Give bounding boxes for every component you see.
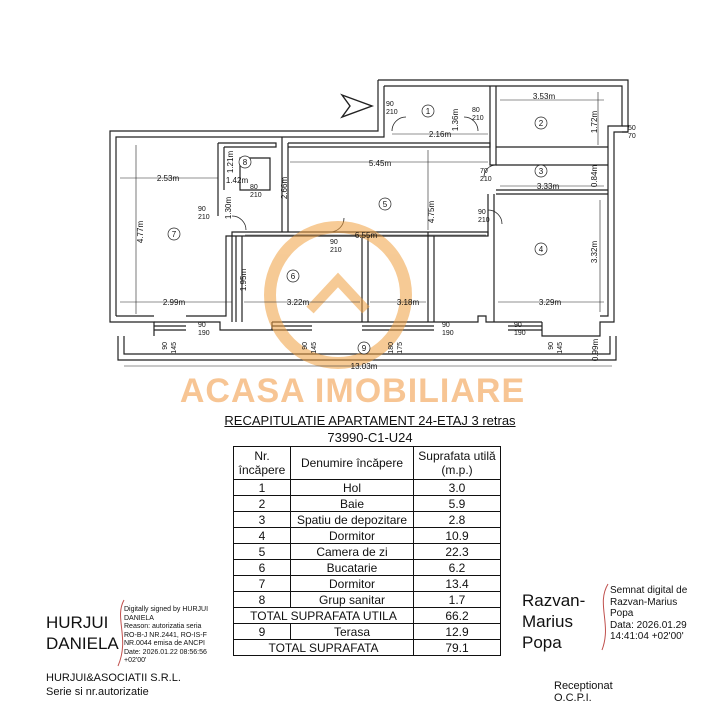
svg-text:5: 5 [382,200,388,209]
dim-1-95: 1.95m [239,268,248,292]
table-row [234,560,501,576]
row-area: 13.4 [414,576,501,592]
row-area: 1.7 [414,592,501,608]
signer-left-serie: Serie si nr.autorizatie [46,686,149,698]
header-area: Suprafata utilă (m.p.) [414,447,501,480]
svg-text:3: 3 [538,167,544,176]
dim-2-16: 2.16m [428,130,452,139]
header-name: Denumire încăpere [291,447,414,480]
dim-0-84: 0.84m [590,164,599,188]
row-nr: 8 [234,592,291,608]
recap-title: RECAPITULATIE APARTAMENT 24-ETAJ 3 retras [224,413,516,428]
row-name: Terasa [291,624,414,640]
svg-text:2: 2 [538,119,544,128]
room-marker-2 [535,117,547,129]
svg-text:210: 210 [386,109,398,116]
svg-text:210: 210 [198,214,210,221]
room-marker-1 [422,105,434,117]
total-label: TOTAL SUPRAFATA [234,640,414,656]
signer-right-name-line2: Marius [522,612,574,631]
table-row [234,544,501,560]
row-nr: 2 [234,496,291,512]
svg-text:90: 90 [330,239,338,246]
svg-text:90: 90 [442,322,450,329]
room-marker-4 [535,243,547,255]
dim-3-29: 3.29m [538,298,562,307]
svg-text:1: 1 [425,107,431,116]
dim-1-42: 1.42m [225,176,249,185]
table-row [234,592,501,608]
total-row [234,640,501,656]
svg-text:190: 190 [442,330,454,337]
room-marker-9 [358,342,370,354]
row-area: 10.9 [414,528,501,544]
table-row [234,576,501,592]
room-marker-5 [379,198,391,210]
dim-5-45: 5.45m [368,159,392,168]
total-util-label: TOTAL SUPRAFATA UTILA [234,608,414,624]
svg-text:145: 145 [171,342,178,354]
entrance-arrow-icon [342,95,372,117]
dim-3-33: 3.33m [536,182,560,191]
dim-2-99: 2.99m [162,298,186,307]
svg-text:145: 145 [311,342,318,354]
dim-3-53: 3.53m [532,92,556,101]
svg-text:6: 6 [290,272,296,281]
row-nr: 3 [234,512,291,528]
dim-4-77: 4.77m [136,220,145,244]
row-name: Baie [291,496,414,512]
row-name: Dormitor [291,576,414,592]
row-nr: 9 [234,624,291,640]
signer-right-digital-info: Semnat digital de Razvan-Marius Popa Data: 2026.01.29 14:41:04 +02'00' [610,585,688,642]
row-nr: 1 [234,480,291,496]
row-nr: 7 [234,576,291,592]
svg-text:210: 210 [478,217,490,224]
signer-left-name-line1: HURJUI [46,613,109,632]
svg-text:70: 70 [480,168,488,175]
svg-text:90: 90 [514,322,522,329]
row-area: 6.2 [414,560,501,576]
signer-right-name [522,590,585,653]
row-nr: 5 [234,544,291,560]
dim-3-32: 3.32m [590,240,599,264]
row-name: Grup sanitar [291,592,414,608]
svg-text:210: 210 [480,176,492,183]
row-name: Bucatarie [291,560,414,576]
total-util-row [234,608,501,624]
svg-text:8: 8 [242,158,248,167]
signer-left-firm: HURJUI&ASOCIATII S.R.L. [46,672,181,684]
svg-text:90: 90 [162,342,169,350]
dim-4-75: 4.75m [427,200,436,224]
svg-text:210: 210 [250,192,262,199]
svg-text:50: 50 [628,125,636,132]
row-nr: 6 [234,560,291,576]
ocpi-label: O.C.P.I. [554,692,592,704]
svg-text:90: 90 [198,322,206,329]
svg-text:90: 90 [198,206,206,213]
row-area: 5.9 [414,496,501,512]
svg-text:90: 90 [386,101,394,108]
dim-1-72: 1.72m [590,110,599,134]
row-name: Dormitor [291,528,414,544]
svg-text:190: 190 [198,330,210,337]
table-header-row [234,447,501,480]
dim-1-36: 1.36m [451,108,460,132]
svg-text:180: 180 [388,342,395,354]
receptionat-label: Receptionat [554,680,613,692]
room-marker-3 [535,165,547,177]
svg-text:210: 210 [330,247,342,254]
row-area: 12.9 [414,624,501,640]
signer-left-name-line2: DANIELA [46,634,119,653]
signer-left-name [46,612,119,654]
svg-text:190: 190 [514,330,526,337]
row-name: Camera de zi [291,544,414,560]
total-value: 79.1 [414,640,501,656]
svg-text:7: 7 [171,230,177,239]
svg-text:9: 9 [361,344,367,353]
svg-text:90: 90 [478,209,486,216]
dim-2-53: 2.53m [156,174,180,183]
svg-text:90: 90 [548,342,555,350]
room-marker-7 [168,228,180,240]
row-area: 3.0 [414,480,501,496]
signer-right-name-line3: Popa [522,633,562,652]
dim-0-99: 0.99m [591,338,600,362]
svg-text:145: 145 [557,342,564,354]
svg-text:80: 80 [250,184,258,191]
table-row [234,480,501,496]
svg-text:80: 80 [472,107,480,114]
svg-text:4: 4 [538,245,544,254]
dim-1-30: 1.30m [224,196,233,220]
total-util-value: 66.2 [414,608,501,624]
header-nr: Nr. încăpere [234,447,291,480]
table-row [234,512,501,528]
table-row [234,528,501,544]
dim-2-66: 2.66m [280,176,289,200]
table-row [234,496,501,512]
watermark-text: ACASA IMOBILIARE [179,372,526,410]
row-area: 2.8 [414,512,501,528]
room-marker-6 [287,270,299,282]
svg-text:210: 210 [472,115,484,122]
dim-6-55: 6.55m [354,231,378,240]
row-name: Hol [291,480,414,496]
dim-1-21: 1.21m [226,150,235,174]
dim-3-22: 3.22m [286,298,310,307]
signer-right-name-line1: Razvan- [522,591,586,610]
dim-3-18: 3.18m [396,298,420,307]
row-nr: 4 [234,528,291,544]
room-marker-8 [239,156,251,168]
table-row-terasa [234,624,501,640]
receptionat-block [554,680,613,704]
svg-text:70: 70 [628,133,636,140]
dim-13-03: 13.03m [350,362,378,371]
row-name: Spatiu de depozitare [291,512,414,528]
recap-code: 73990-C1-U24 [327,430,413,445]
rooms-table [233,446,501,656]
svg-text:90: 90 [302,342,309,350]
svg-text:175: 175 [397,342,404,354]
signer-left-digital-info: Digitally signed by HURJUI DANIELA Reason: autorizatia seria RO-B-J NR.2441, RO-IS-F NR.0044 emisa de ANCPI Date: 2026.01.22 08:56:56 +02'00' [124,606,209,664]
row-area: 22.3 [414,544,501,560]
